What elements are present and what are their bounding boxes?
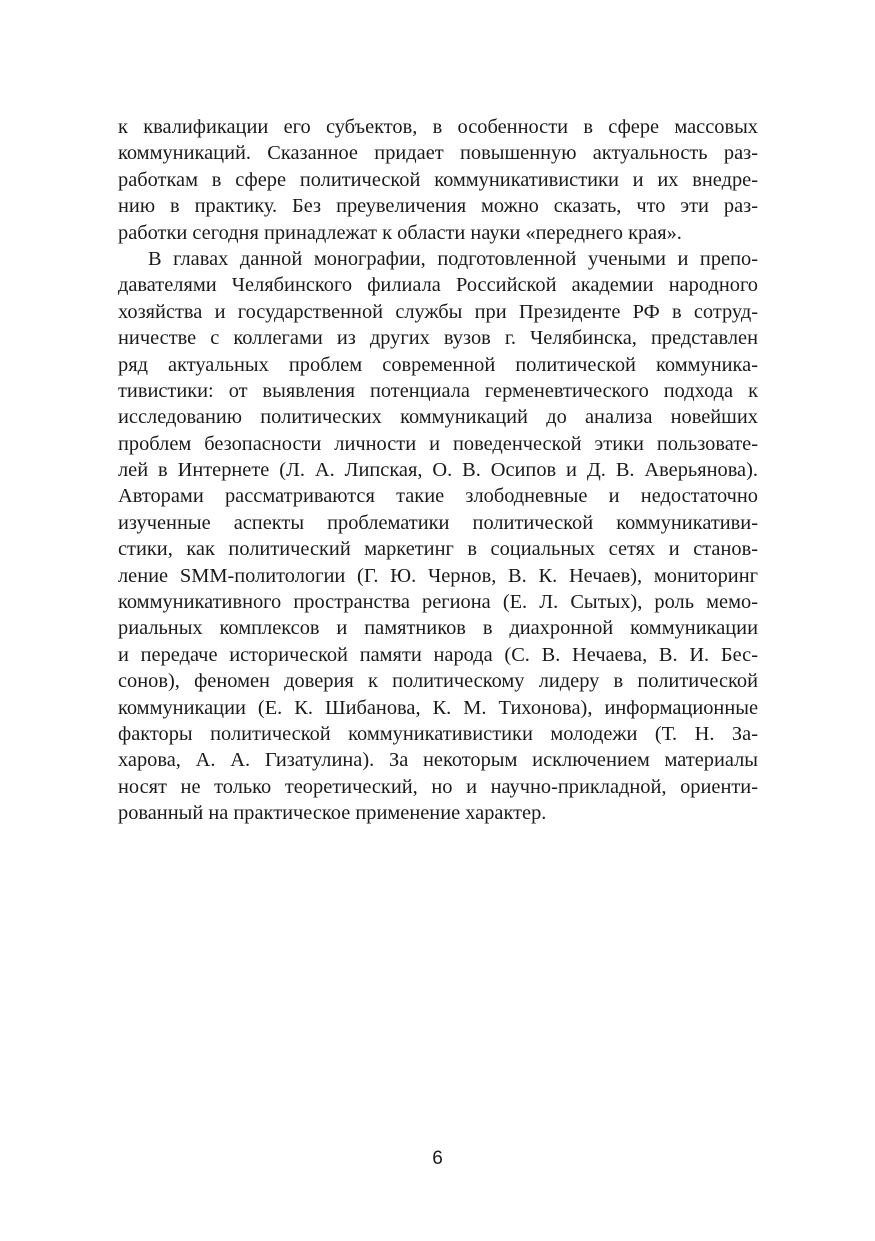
text-line: коммуникации (Е. К. Шибанова, К. М. Тихонова), информационные: [118, 696, 758, 719]
text-line: проблем безопасности личности и поведенческой этики пользовате-: [118, 432, 758, 455]
text-line: коммуникаций. Сказанное придает повышенную актуальность раз-: [118, 142, 758, 165]
text-line: В главах данной монографии, подготовленной учеными и препо-: [148, 247, 758, 270]
page-number: 6: [432, 1148, 443, 1169]
text-line: и передаче исторической памяти народа (С. В. Нечаева, В. И. Бес-: [118, 643, 758, 666]
text-line: факторы политической коммуникативистики молодежи (Т. Н. За-: [118, 722, 758, 745]
text-line: ничестве с коллегами из других вузов г. Челябинска, представлен: [118, 327, 758, 350]
text-line: ление SMM-политологии (Г. Ю. Чернов, В. К. Нечаев), мониторинг: [118, 564, 758, 587]
text-line: Авторами рассматриваются такие злободневные и недостаточно: [118, 485, 758, 508]
text-line: к квалификации его субъектов, в особенности в сфере массовых: [118, 116, 758, 138]
text-line: работки сегодня принадлежат к области науки «переднего края».: [118, 221, 682, 244]
text-line: давателями Челябинского филиала Российской академии народного: [118, 274, 758, 297]
text-line: ряд актуальных проблем современной политической коммуника-: [118, 353, 758, 376]
text-line: исследованию политических коммуникаций до анализа новейших: [118, 406, 758, 429]
text-line: стики, как политический маркетинг в социальных сетях и станов-: [118, 538, 758, 561]
text-line: нию в практику. Без преувеличения можно сказать, что эти раз-: [118, 195, 758, 218]
text-line: изученные аспекты проблематики политической коммуникативи-: [118, 511, 758, 534]
paragraph-2: [118, 246, 758, 827]
text-line: коммуникативного пространства региона (Е. Л. Сытых), роль мемо-: [118, 591, 758, 614]
text-line: рованный на практическое применение характер.: [118, 802, 547, 825]
text-line: носят не только теоретический, но и научно-прикладной, ориенти-: [118, 775, 758, 798]
text-line: работкам в сфере политической коммуникативистики и их внедре-: [118, 168, 758, 191]
text-line: риальных комплексов и памятников в диахронной коммуникации: [118, 617, 758, 640]
text-line: хозяйства и государственной службы при Президенте РФ в сотруд-: [118, 300, 758, 323]
text-line: сонов), феномен доверия к политическому лидеру в политической: [118, 670, 758, 693]
paragraph-1: [118, 114, 758, 246]
body-text: [118, 114, 758, 827]
text-line: харова, А. А. Гизатулина). За некоторым исключением материалы: [118, 749, 758, 772]
text-line: лей в Интернете (Л. А. Липская, О. В. Осипов и Д. В. Аверьянова).: [118, 459, 758, 482]
text-line: тивистики: от выявления потенциала герменевтического подхода к: [118, 379, 758, 402]
